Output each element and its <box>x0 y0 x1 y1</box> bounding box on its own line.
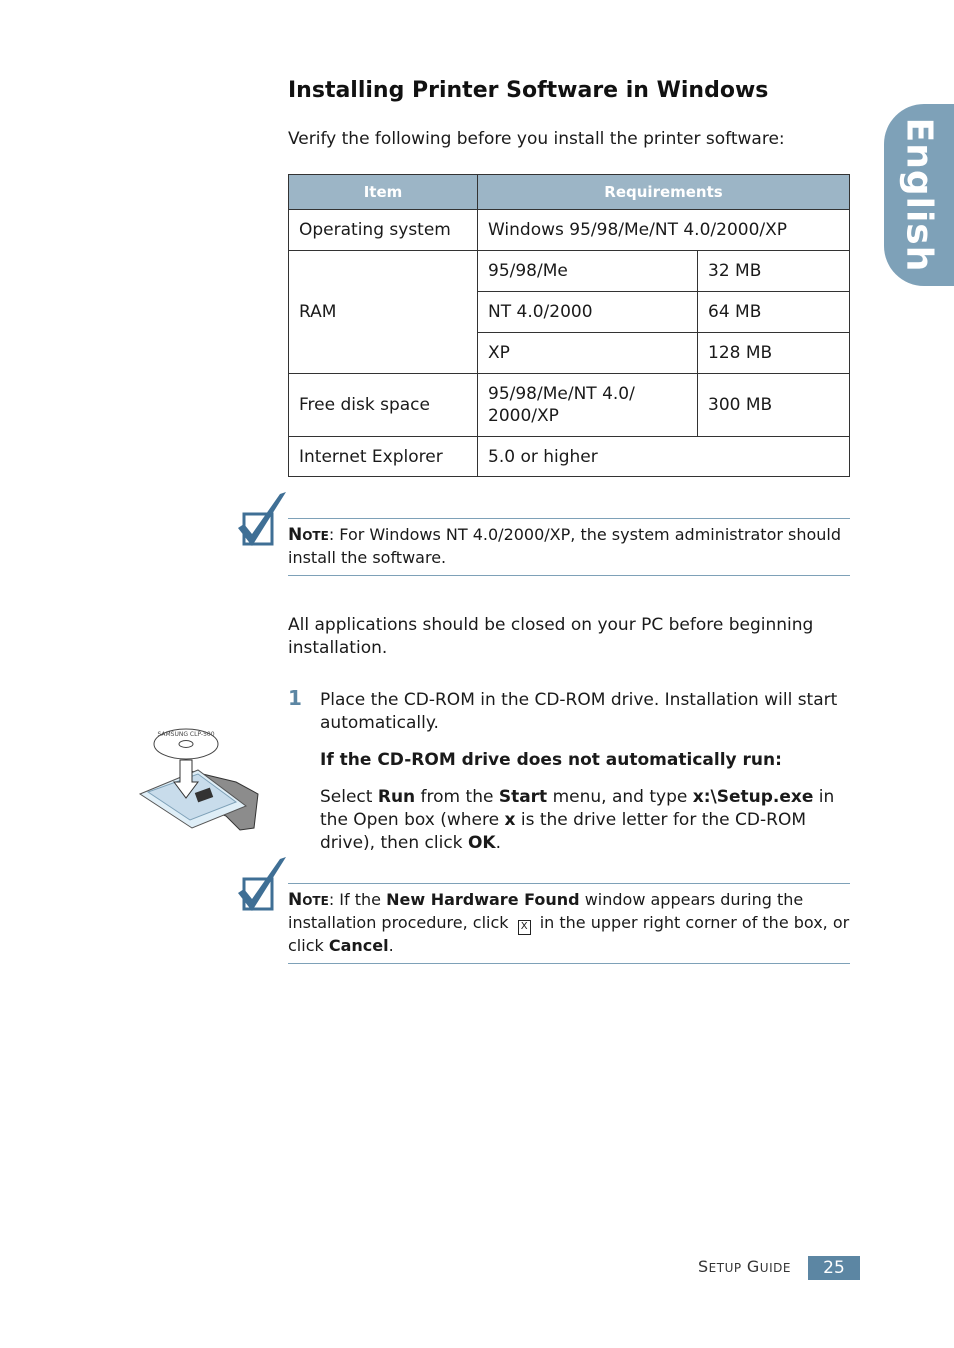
table-header-row <box>289 175 850 210</box>
start-keyword: Start <box>498 787 548 807</box>
text-run: from the <box>415 787 499 807</box>
note-label-ote: OTE <box>302 894 329 908</box>
cell-ram-value: 64 MB <box>698 292 850 333</box>
cell-disk-os <box>478 374 698 437</box>
close-box-icon: X <box>518 920 531 935</box>
cell-ram-os: 95/98/Me <box>478 251 698 292</box>
footer-s: S <box>698 1257 709 1276</box>
cell-disk-item: Free disk space <box>289 374 478 437</box>
footer-etup: ETUP <box>708 1261 742 1275</box>
page-number: 25 <box>808 1256 860 1280</box>
ok-keyword: OK <box>467 833 496 853</box>
requirements-table <box>288 174 850 477</box>
run-keyword: Run <box>377 787 416 807</box>
cell-ram-item: RAM <box>289 251 478 374</box>
footer-uide: UIDE <box>759 1261 791 1275</box>
header-item: Item <box>289 175 478 210</box>
note-label-n: N <box>288 525 303 545</box>
cell-ram-os: NT 4.0/2000 <box>478 292 698 333</box>
cell-ram-value: 128 MB <box>698 333 850 374</box>
cell-disk-os-line2: 2000/XP <box>488 406 559 426</box>
note-label-n: N <box>288 890 303 910</box>
note-bottom-rule <box>288 575 850 576</box>
step-1-instructions <box>320 786 850 855</box>
cell-os-req: Windows 95/98/Me/NT 4.0/2000/XP <box>478 210 850 251</box>
text-run: . <box>495 833 501 853</box>
table-row <box>289 210 850 251</box>
cancel-keyword: Cancel <box>328 936 389 955</box>
text-run: is the drive letter for the CD-ROM drive), then click <box>320 810 806 853</box>
note-1 <box>288 524 850 568</box>
note-1-text: : For Windows NT 4.0/2000/XP, the system administrator should install the software. <box>288 525 842 567</box>
cell-ram-value: 32 MB <box>698 251 850 292</box>
text-run: window appears during the installation procedure, click <box>288 890 804 932</box>
table-row <box>289 251 850 292</box>
text-run: Select <box>320 787 378 807</box>
language-tab <box>884 104 954 286</box>
text-run: : If the <box>328 890 387 909</box>
cell-disk-value: 300 MB <box>698 374 850 437</box>
step-1-subheading: If the CD-ROM drive does not automatically run: <box>320 750 782 770</box>
footer-g: G <box>746 1257 760 1276</box>
cell-ie-req: 5.0 or higher <box>478 437 850 477</box>
note-2 <box>288 889 850 957</box>
language-tab-label: English <box>898 117 940 273</box>
step-1-text: Place the CD-ROM in the CD-ROM drive. Installation will start automatically. <box>320 690 838 733</box>
text-run: . <box>388 936 394 955</box>
cell-ie-item: Internet Explorer <box>289 437 478 477</box>
page-title: Installing Printer Software in Windows <box>288 78 769 103</box>
cell-ram-os: XP <box>478 333 698 374</box>
note-top-rule <box>288 518 850 519</box>
footer-label <box>698 1257 791 1276</box>
cd-rom-illustration <box>136 720 260 832</box>
table-row <box>289 374 850 437</box>
checkmark-note-icon <box>236 855 290 917</box>
text-run: in the upper right corner of the box, or click <box>288 913 850 955</box>
note-bottom-rule <box>288 963 850 964</box>
drive-letter-keyword: x <box>504 810 516 830</box>
note-label-ote: OTE <box>302 529 329 543</box>
checkmark-note-icon <box>236 490 290 552</box>
closing-paragraph: All applications should be closed on your PC before beginning installation. <box>288 615 814 658</box>
text-run: menu, and type <box>547 787 693 807</box>
intro-text: Verify the following before you install the printer software: <box>288 129 785 149</box>
table-row <box>289 437 850 477</box>
step-number: 1 <box>288 686 302 710</box>
header-requirements: Requirements <box>478 175 850 210</box>
setup-command: x:\Setup.exe <box>692 787 814 807</box>
cd-label: SAMSUNG CLP-500 <box>157 731 215 738</box>
new-hardware-found-keyword: New Hardware Found <box>386 890 580 909</box>
cell-os-item: Operating system <box>289 210 478 251</box>
text-run: in the Open box (where <box>320 787 835 830</box>
cell-disk-os-line1: 95/98/Me/NT 4.0/ <box>488 384 635 404</box>
note-top-rule <box>288 883 850 884</box>
